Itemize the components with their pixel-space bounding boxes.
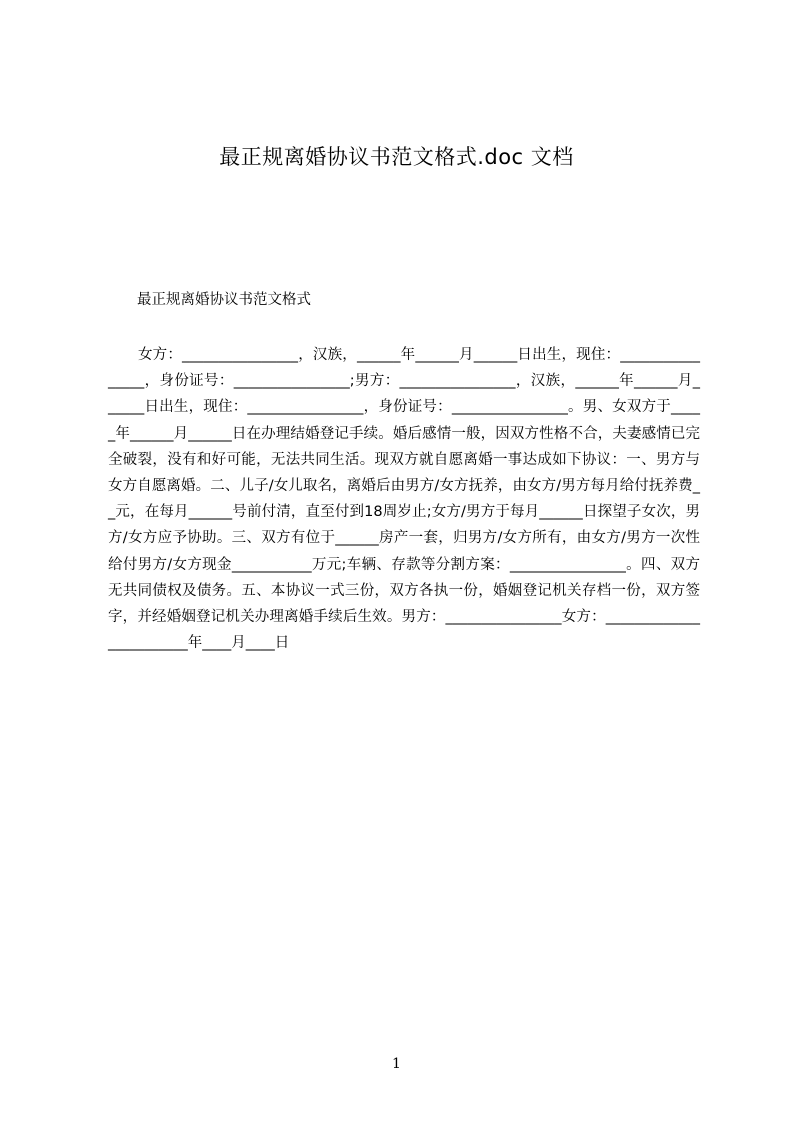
document-subtitle: 最正规离婚协议书范文格式: [137, 292, 311, 308]
agreement-body-paragraph: 女方：________________，汉族，______年______月______日出生，现住：________________，身份证号：________________;男方：________________，汉族，______年______月______日出生，现住：________________，身份证号：________________。男、女双方于_____年______月______日在办理结婚登记手续。婚后感情一般，因双方性格不合，夫妻感情已完全破裂，没有和好可能，无法共同生活。现双方就自愿离婚一事达成如下协议：一、男方与女方自愿离婚。二、儿子/女儿取名，离婚后由男方/女方抚养，由女方/男方每月给付抚养费__元，在每月______号前付清，直至付到18周岁止;女方/男方于每月______日探望子女次，男方/女方应予协助。三、双方有位于______房产一套，归男方/女方所有，由女方/男方一次性给付男方/女方现金___________万元;车辆、存款等分割方案：________________。四、双方无共同债权及债务。五、本协议一式三份，双方各执一份，婚姻登记机关存档一份，双方签字，并经婚姻登记机关办理离婚手续后生效。男方：________________女方：________________________年____月____日: [108, 347, 700, 652]
document-title: 最正规离婚协议书范文格式.doc 文档: [219, 145, 574, 169]
page-number: 1: [392, 1056, 401, 1072]
